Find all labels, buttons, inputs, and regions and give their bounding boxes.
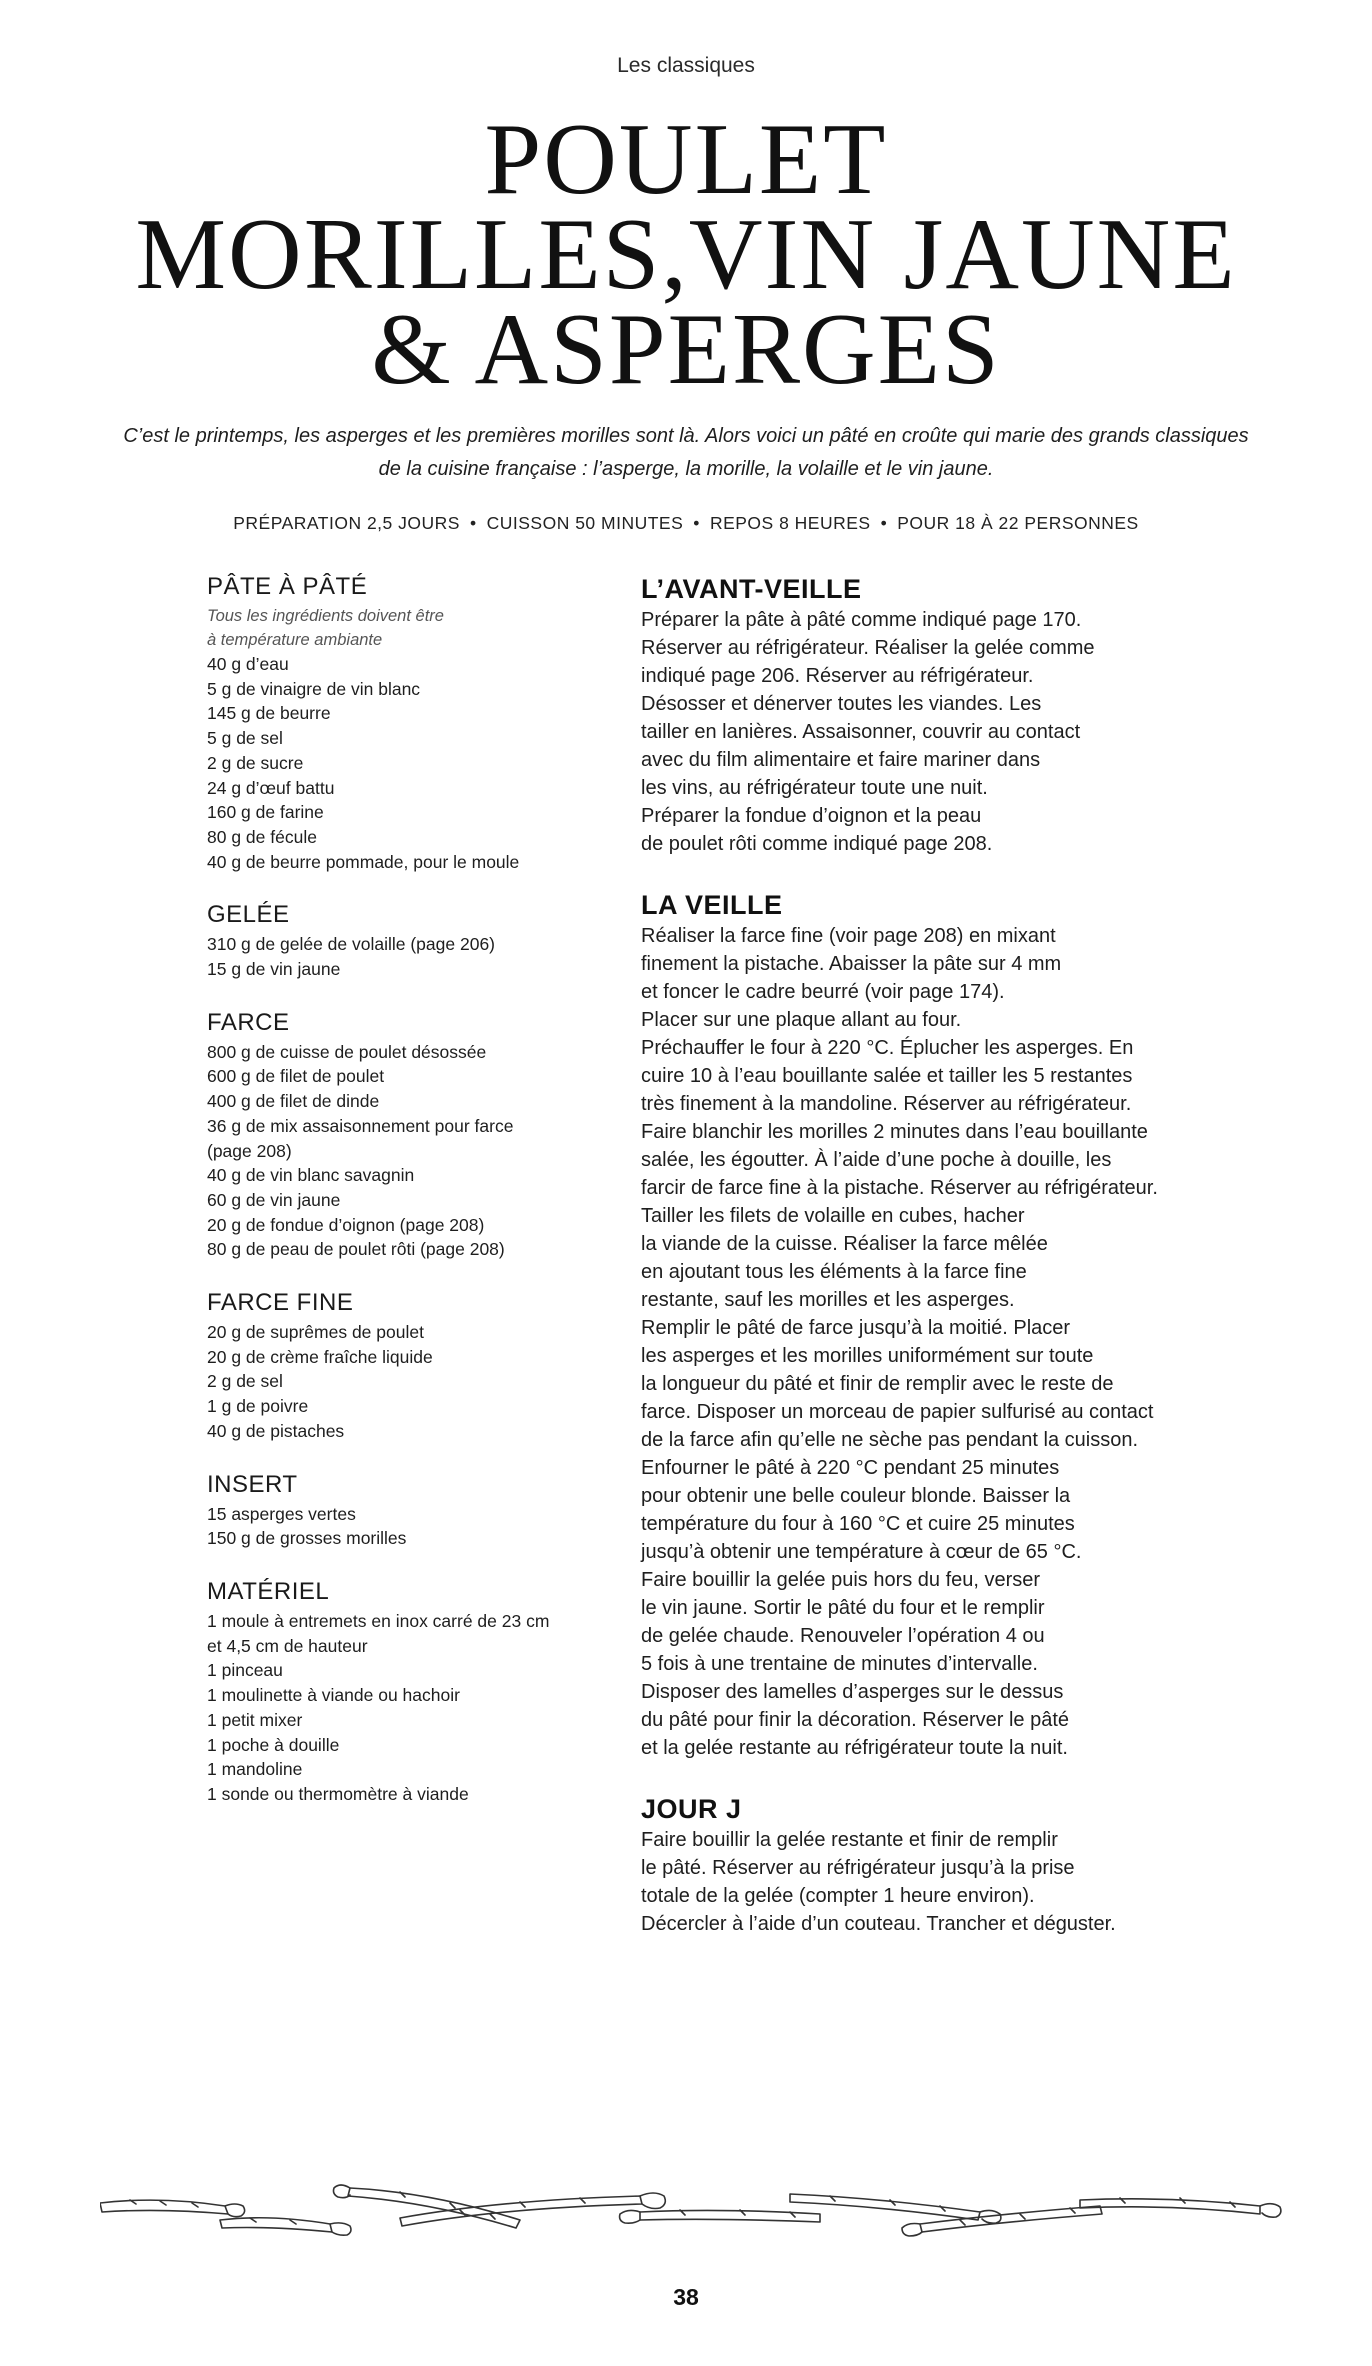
step-title: JOUR J xyxy=(641,1794,742,1824)
ingredient-item: 40 g de beurre pommade, pour le moule xyxy=(207,851,520,872)
ingredient-section-title: FARCE FINE xyxy=(207,1289,354,1317)
step-text-line: Faire blanchir les morilles 2 minutes dans l’eau bouillante xyxy=(641,1121,1148,1143)
ingredient-section xyxy=(207,1577,607,1807)
step-text-line: et foncer le cadre beurré (voir page 174). xyxy=(641,981,1005,1003)
ingredient-note: Tous les ingrédients doivent être xyxy=(207,607,444,625)
asparagus-garland-illustration xyxy=(100,2148,1300,2238)
ingredient-list xyxy=(207,1502,607,1551)
asparagus-icon xyxy=(1080,2198,1281,2217)
ingredient-item: 310 g de gelée de volaille (page 206) xyxy=(207,934,495,955)
step-text-line: salée, les égoutter. À l’aide d’une poche à douille, les xyxy=(641,1149,1112,1171)
step-section xyxy=(641,572,1201,858)
step-text xyxy=(641,606,1201,858)
step-text-line: tailler en lanières. Assaisonner, couvrir au contact xyxy=(641,721,1081,743)
step-text-line: Remplir le pâté de farce jusqu’à la moitié. Placer xyxy=(641,1317,1071,1339)
step-text-line: farcir de farce fine à la pistache. Réserver au réfrigérateur. xyxy=(641,1177,1158,1199)
ingredient-section-title: MATÉRIEL xyxy=(207,1577,330,1605)
title-line: MORILLES,VIN JAUNE xyxy=(135,198,1237,311)
meta-servings: POUR 18 À 22 PERSONNES xyxy=(897,513,1139,533)
step-text-line: Réaliser la farce fine (voir page 208) en mixant xyxy=(641,925,1056,947)
ingredient-item: 1 mandoline xyxy=(207,1759,303,1780)
ingredient-section xyxy=(207,900,607,981)
step-text-line: indiqué page 206. Réserver au réfrigérateur. xyxy=(641,665,1034,687)
ingredient-item: (page 208) xyxy=(207,1140,292,1161)
step-text-line: farce. Disposer un morceau de papier sulfurisé au contact xyxy=(641,1401,1154,1423)
step-text-line: Décercler à l’aide d’un couteau. Trancher et déguster. xyxy=(641,1913,1116,1935)
step-text-line: Préchauffer le four à 220 °C. Éplucher les asperges. En xyxy=(641,1037,1134,1059)
asparagus-icon xyxy=(220,2218,351,2235)
ingredient-item: 80 g de fécule xyxy=(207,826,317,847)
step-text xyxy=(641,922,1201,1762)
ingredient-item: 80 g de peau de poulet rôti (page 208) xyxy=(207,1239,505,1260)
ingredient-item: 1 moulinette à viande ou hachoir xyxy=(207,1685,460,1706)
step-text-line: les asperges et les morilles uniformément sur toute xyxy=(641,1345,1094,1367)
ingredient-item: 2 g de sucre xyxy=(207,752,304,773)
ingredient-list xyxy=(207,1040,607,1262)
ingredient-item: 24 g d’œuf battu xyxy=(207,777,335,798)
step-text-line: la longueur du pâté et finir de remplir avec le reste de xyxy=(641,1373,1114,1395)
ingredient-item: 20 g de fondue d’oignon (page 208) xyxy=(207,1214,485,1235)
ingredient-item: 40 g de pistaches xyxy=(207,1420,345,1441)
step-text-line: Faire bouillir la gelée restante et finir de remplir xyxy=(641,1829,1058,1851)
ingredient-item: 36 g de mix assaisonnement pour farce xyxy=(207,1115,514,1136)
step-text-line: les vins, au réfrigérateur toute une nuit. xyxy=(641,777,988,799)
ingredient-section xyxy=(207,572,607,874)
ingredient-item: 15 asperges vertes xyxy=(207,1503,356,1524)
step-text-line: finement la pistache. Abaisser la pâte sur 4 mm xyxy=(641,953,1062,975)
ingredient-list xyxy=(207,932,607,981)
meta-separator: • xyxy=(880,513,888,533)
ingredient-section-title: PÂTE À PÂTÉ xyxy=(207,573,368,600)
step-title: LA VEILLE xyxy=(641,890,783,920)
step-text-line: Enfourner le pâté à 220 °C pendant 25 minutes xyxy=(641,1457,1060,1479)
ingredient-section xyxy=(207,1008,607,1262)
step-text-line: Faire bouillir la gelée puis hors du feu, verser xyxy=(641,1569,1041,1591)
asparagus-icon xyxy=(620,2210,820,2223)
meta-cooking: CUISSON 50 MINUTES xyxy=(486,513,684,533)
ingredient-section xyxy=(207,1470,607,1551)
ingredient-note: à température ambiante xyxy=(207,631,383,649)
recipe-intro xyxy=(110,420,1262,486)
ingredient-list xyxy=(207,1320,607,1444)
step-text-line: de poulet rôti comme indiqué page 208. xyxy=(641,833,993,855)
step-text-line: jusqu’à obtenir une température à cœur de 65 °C. xyxy=(641,1541,1082,1563)
step-text-line: totale de la gelée (compter 1 heure environ). xyxy=(641,1885,1035,1907)
ingredient-section-title: FARCE xyxy=(207,1008,290,1036)
step-text-line: de gelée chaude. Renouveler l’opération 4 ou xyxy=(641,1625,1045,1647)
meta-separator: • xyxy=(693,513,700,533)
step-text-line: avec du film alimentaire et faire mariner dans xyxy=(641,749,1041,771)
ingredient-item: 5 g de vinaigre de vin blanc xyxy=(207,678,421,699)
ingredient-item: et 4,5 cm de hauteur xyxy=(207,1635,368,1656)
ingredient-item: 1 pinceau xyxy=(207,1660,283,1681)
meta-preparation: PRÉPARATION 2,5 JOURS xyxy=(233,513,460,533)
ingredient-item: 1 poche à douille xyxy=(207,1734,340,1755)
intro-line: de la cuisine française : l’asperge, la morille, la volaille et le vin jaune. xyxy=(378,458,994,480)
recipe-meta xyxy=(0,513,1372,534)
ingredient-item: 400 g de filet de dinde xyxy=(207,1091,380,1112)
ingredient-item: 1 moule à entremets en inox carré de 23 cm xyxy=(207,1610,550,1631)
step-text-line: très finement à la mandoline. Réserver au réfrigérateur. xyxy=(641,1093,1132,1115)
intro-line: C’est le printemps, les asperges et les premières morilles sont là. Alors voici un pâté en croûte qui marie des grands classiques xyxy=(123,425,1249,447)
step-text-line: Disposer des lamelles d’asperges sur le dessus xyxy=(641,1681,1064,1703)
step-section xyxy=(641,1792,1201,1938)
asparagus-icon xyxy=(902,2206,1102,2236)
ingredient-item: 20 g de suprêmes de poulet xyxy=(207,1322,424,1343)
ingredient-section xyxy=(207,1288,607,1444)
step-text-line: Réserver au réfrigérateur. Réaliser la gelée comme xyxy=(641,637,1095,659)
ingredient-item: 150 g de grosses morilles xyxy=(207,1528,407,1549)
ingredients-column xyxy=(207,572,607,1833)
step-text-line: Tailler les filets de volaille en cubes, hacher xyxy=(641,1205,1025,1227)
ingredient-item: 40 g de vin blanc savagnin xyxy=(207,1165,415,1186)
ingredient-item: 5 g de sel xyxy=(207,728,283,749)
ingredient-section-title: GELÉE xyxy=(207,901,290,929)
ingredient-item: 15 g de vin jaune xyxy=(207,959,341,980)
step-text-line: la viande de la cuisse. Réaliser la farce mêlée xyxy=(641,1233,1048,1255)
step-text-line: 5 fois à une trentaine de minutes d’intervalle. xyxy=(641,1653,1038,1675)
step-text-line: restante, sauf les morilles et les asperges. xyxy=(641,1289,1015,1311)
ingredient-item: 145 g de beurre xyxy=(207,703,331,724)
ingredient-list xyxy=(207,1609,607,1807)
step-title: L’AVANT-VEILLE xyxy=(641,574,862,604)
step-text-line: le pâté. Réserver au réfrigérateur jusqu’à la prise xyxy=(641,1857,1075,1879)
step-text-line: Placer sur une plaque allant au four. xyxy=(641,1009,962,1031)
step-text-line: Désosser et dénerver toutes les viandes. Les xyxy=(641,693,1042,715)
ingredient-item: 1 petit mixer xyxy=(207,1709,303,1730)
section-label: Les classiques xyxy=(617,54,755,77)
step-text-line: Préparer la fondue d’oignon et la peau xyxy=(641,805,982,827)
ingredient-item: 40 g d’eau xyxy=(207,654,289,674)
step-text-line: et la gelée restante au réfrigérateur toute la nuit. xyxy=(641,1737,1068,1759)
ingredient-item: 20 g de crème fraîche liquide xyxy=(207,1346,433,1367)
step-text-line: le vin jaune. Sortir le pâté du four et le remplir xyxy=(641,1597,1045,1619)
ingredient-item: 600 g de filet de poulet xyxy=(207,1066,385,1087)
meta-rest: REPOS 8 HEURES xyxy=(709,513,871,533)
recipe-title xyxy=(0,103,1372,406)
step-text-line: cuire 10 à l’eau bouillante salée et tailler les 5 restantes xyxy=(641,1065,1133,1087)
ingredient-item: 800 g de cuisse de poulet désossée xyxy=(207,1041,487,1062)
step-text-line: pour obtenir une belle couleur blonde. Baisser la xyxy=(641,1485,1071,1507)
step-text-line: du pâté pour finir la décoration. Réserver le pâté xyxy=(641,1709,1070,1731)
ingredient-item: 60 g de vin jaune xyxy=(207,1189,341,1210)
title-line: & ASPERGES xyxy=(371,293,1001,406)
step-text-line: température du four à 160 °C et cuire 25 minutes xyxy=(641,1513,1075,1535)
steps-column xyxy=(641,572,1201,1968)
step-section xyxy=(641,888,1201,1762)
meta-separator: • xyxy=(469,513,477,533)
ingredient-item: 1 g de poivre xyxy=(207,1396,309,1417)
title-line: POULET xyxy=(484,103,888,216)
page-number: 38 xyxy=(673,2284,699,2310)
ingredient-section-title: INSERT xyxy=(207,1470,298,1498)
step-text-line: de la farce afin qu’elle ne sèche pas pendant la cuisson. xyxy=(641,1429,1139,1451)
step-text xyxy=(641,1826,1201,1938)
ingredient-list xyxy=(207,652,607,874)
ingredient-item: 2 g de sel xyxy=(207,1371,283,1392)
ingredient-item: 160 g de farine xyxy=(207,802,324,823)
step-text-line: en ajoutant tous les éléments à la farce fine xyxy=(641,1261,1027,1283)
ingredient-item: 1 sonde ou thermomètre à viande xyxy=(207,1783,469,1804)
step-text-line: Préparer la pâte à pâté comme indiqué page 170. xyxy=(641,609,1082,631)
asparagus-icon xyxy=(100,2200,245,2217)
